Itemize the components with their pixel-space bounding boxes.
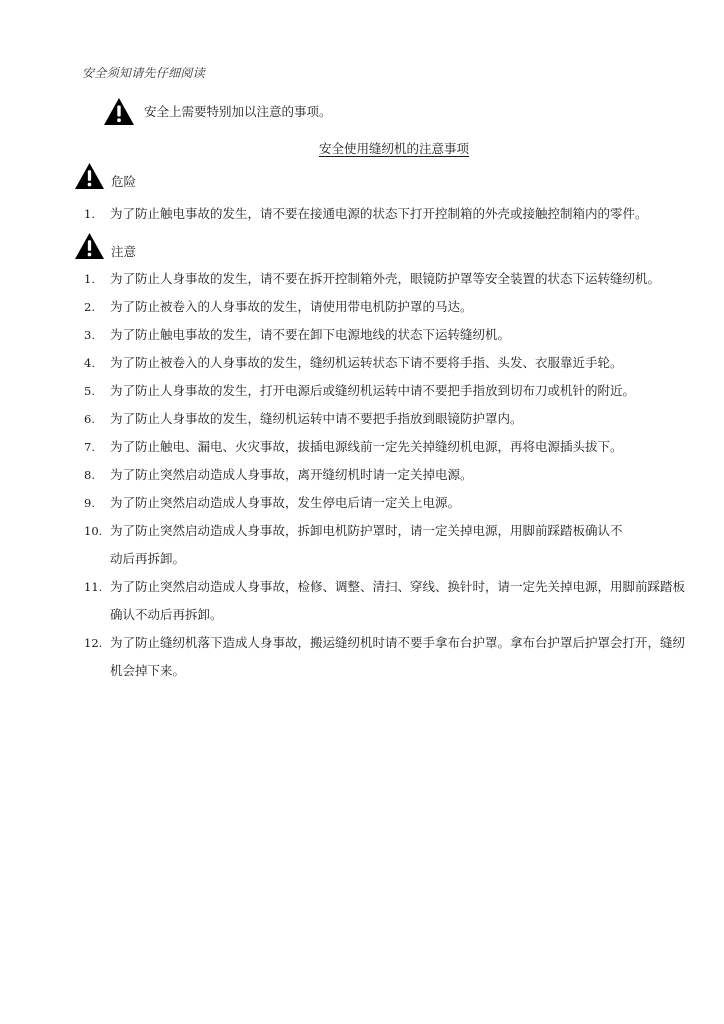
item-text: 为了防止突然启动造成人身事故，发生停电后请一定关上电源。 bbox=[110, 495, 461, 510]
danger-label: 危险 bbox=[111, 174, 137, 189]
warning-triangle-icon bbox=[103, 97, 135, 126]
item-text: 为了防止触电事故的发生，请不要在接通电源的状态下打开控制箱的外壳或接触控制箱内的零件。 bbox=[110, 206, 648, 221]
item-text: 为了防止人身事故的发生，请不要在拆开控制箱外壳，眼镜防护罩等安全装置的状态下运转缝纫机。 bbox=[110, 271, 661, 286]
legend-text: 安全上需要特别加以注意的事项。 bbox=[144, 104, 332, 119]
danger-heading bbox=[74, 160, 136, 190]
item-number: 9. bbox=[84, 496, 95, 510]
section-title bbox=[0, 139, 724, 157]
item-text: 为了防止突然启动造成人身事故，离开缝纫机时请一定关掉电源。 bbox=[110, 467, 473, 482]
item-text: 为了防止人身事故的发生，打开电源后或缝纫机运转中请不要把手指放到切布刀或机针的附近。 bbox=[110, 383, 636, 398]
item-number: 11. bbox=[84, 580, 103, 594]
item-text: 为了防止突然启动造成人身事故，拆卸电机防护罩时，请一定关掉电源，用脚前踩踏板确认不 bbox=[110, 523, 623, 538]
item-text: 为了防止缝纫机落下造成人身事故，搬运缝纫机时请不要手拿布台护罩。拿布台护罩后护罩会打开，缝纫 bbox=[110, 635, 686, 650]
item-text: 为了防止被卷入的人身事故的发生，缝纫机运转状态下请不要将手指、头发、衣服靠近手轮。 bbox=[110, 355, 623, 370]
item-number: 10. bbox=[84, 524, 103, 538]
item-text-continued: 动后再拆卸。 bbox=[110, 551, 186, 566]
item-number: 8. bbox=[84, 468, 95, 482]
item-text: 为了防止被卷入的人身事故的发生，请使用带电机防护罩的马达。 bbox=[110, 299, 473, 314]
item-text: 为了防止触电、漏电、火灾事故，拔插电源线前一定先关掉缝纫机电源，再将电源插头拔下。 bbox=[110, 439, 623, 454]
header-note: 安全须知请先仔细阅读 bbox=[82, 66, 206, 80]
item-number: 4. bbox=[84, 356, 95, 370]
legend-row bbox=[103, 96, 332, 126]
item-number: 12. bbox=[84, 636, 103, 650]
warning-triangle-icon bbox=[74, 162, 105, 190]
item-number: 5. bbox=[84, 384, 95, 398]
item-text-continued: 确认不动后再拆卸。 bbox=[110, 607, 223, 622]
item-number: 6. bbox=[84, 412, 95, 426]
item-number: 1. bbox=[84, 207, 95, 221]
warning-triangle-icon bbox=[74, 232, 105, 260]
item-text: 为了防止触电事故的发生，请不要在卸下电源地线的状态下运转缝纫机。 bbox=[110, 327, 511, 342]
item-text-continued: 机会掉下来。 bbox=[110, 663, 186, 678]
item-number: 2. bbox=[84, 300, 95, 314]
item-number: 7. bbox=[84, 440, 95, 454]
caution-label: 注意 bbox=[111, 244, 137, 259]
caution-heading bbox=[74, 230, 136, 260]
section-title-text: 安全使用缝纫机的注意事项 bbox=[318, 141, 469, 156]
item-number: 3. bbox=[84, 328, 95, 342]
item-number: 1. bbox=[84, 272, 95, 286]
item-text: 为了防止突然启动造成人身事故，检修、调整、清扫、穿线、换针时，请一定先关掉电源，用脚前踩踏板 bbox=[110, 579, 686, 594]
item-text: 为了防止人身事故的发生，缝纫机运转中请不要把手指放到眼镜防护罩内。 bbox=[110, 411, 523, 426]
